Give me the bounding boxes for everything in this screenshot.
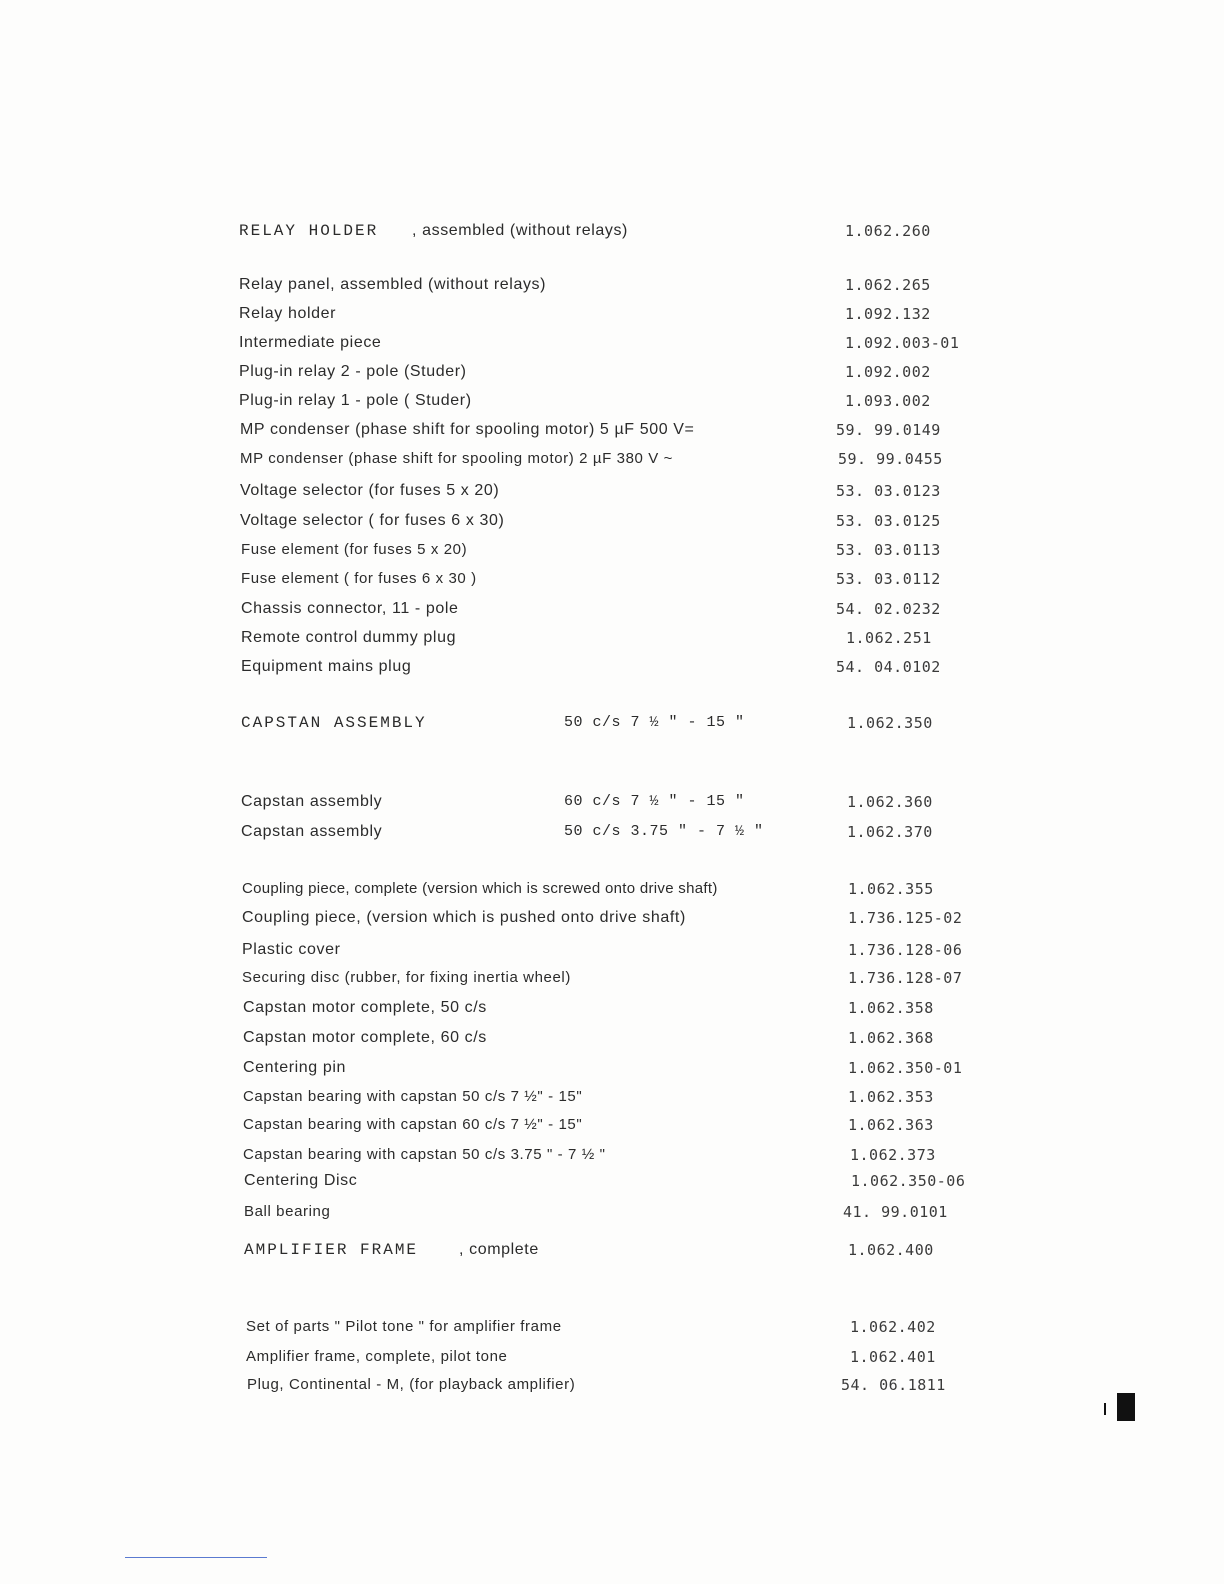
section-subtitle: , complete	[459, 1241, 539, 1258]
part-number: 1.062.360	[847, 793, 933, 811]
part-number: 1.736.128-07	[848, 969, 963, 987]
part-number: 1.092.003-01	[845, 334, 960, 352]
list-item	[0, 392, 1224, 420]
list-item	[0, 1088, 1224, 1116]
part-number: 1.062.402	[850, 1318, 936, 1336]
scan-mark	[1117, 1393, 1135, 1421]
part-number: 54. 06.1811	[841, 1376, 946, 1394]
part-number: 41. 99.0101	[843, 1203, 948, 1221]
list-item	[0, 793, 1224, 821]
part-number: 1.062.373	[850, 1146, 936, 1164]
list-item	[0, 1318, 1224, 1346]
list-item	[0, 629, 1224, 657]
part-number: 1.062.363	[848, 1116, 934, 1134]
part-number: 53. 03.0113	[836, 541, 941, 559]
part-number: 1.062.368	[848, 1029, 934, 1047]
list-item	[0, 512, 1224, 540]
list-item	[0, 334, 1224, 362]
part-description: Coupling piece, (version which is pushed onto drive shaft)	[242, 909, 686, 926]
part-number: 1.062.265	[845, 276, 931, 294]
part-number: 1.062.350-01	[848, 1059, 963, 1077]
list-item	[0, 421, 1224, 449]
part-description: Fuse element (for fuses 5 x 20)	[241, 541, 468, 558]
part-description: Plug-in relay 1 - pole ( Studer)	[239, 392, 472, 409]
scan-mark-tick	[1104, 1403, 1106, 1415]
part-description: Voltage selector (for fuses 5 x 20)	[240, 482, 500, 499]
part-description: Capstan motor complete, 60 c/s	[243, 1029, 487, 1046]
part-number: 1.092.002	[845, 363, 931, 381]
part-description: Plug-in relay 2 - pole (Studer)	[239, 363, 467, 380]
list-item	[0, 1172, 1224, 1200]
section-title: RELAY HOLDER	[239, 222, 379, 240]
section-title: AMPLIFIER FRAME	[244, 1241, 419, 1259]
list-item	[0, 1059, 1224, 1087]
list-item	[0, 909, 1224, 937]
section-heading-amplifier-frame	[0, 1241, 1224, 1269]
part-description: Remote control dummy plug	[241, 629, 457, 646]
section-heading-relay-holder	[0, 222, 1224, 250]
part-number: 1.062.358	[848, 999, 934, 1017]
section-subtitle: , assembled (without relays)	[412, 222, 628, 239]
part-description: Equipment mains plug	[241, 658, 412, 675]
part-description: Relay holder	[239, 305, 337, 322]
part-number: 1.736.125-02	[848, 909, 963, 927]
list-item	[0, 880, 1224, 908]
part-description: Centering Disc	[244, 1172, 358, 1189]
list-item	[0, 363, 1224, 391]
list-item	[0, 1116, 1224, 1144]
part-description: Plug, Continental - M, (for playback amplifier)	[247, 1376, 576, 1393]
part-description: Capstan bearing with capstan 50 c/s 7 ½" - 15"	[243, 1088, 583, 1105]
list-item	[0, 600, 1224, 628]
part-number: 1.062.401	[850, 1348, 936, 1366]
part-description: Amplifier frame, complete, pilot tone	[246, 1348, 508, 1365]
part-number: 1.062.353	[848, 1088, 934, 1106]
part-number: 1.062.251	[846, 629, 932, 647]
list-item	[0, 1348, 1224, 1376]
list-item	[0, 305, 1224, 333]
part-description: Chassis connector, 11 - pole	[241, 600, 459, 617]
part-number: 1.062.350-06	[851, 1172, 966, 1190]
part-description: Securing disc (rubber, for fixing inertia wheel)	[242, 969, 571, 986]
part-description: Capstan motor complete, 50 c/s	[243, 999, 487, 1016]
part-number: 53. 03.0123	[836, 482, 941, 500]
part-number: 54. 04.0102	[836, 658, 941, 676]
part-spec: 50 c/s 3.75 " - 7 ½ "	[564, 823, 764, 840]
section-part-number: 1.062.350	[847, 714, 933, 732]
part-number: 1.062.370	[847, 823, 933, 841]
part-description: Capstan bearing with capstan 60 c/s 7 ½" - 15"	[243, 1116, 583, 1133]
part-number: 53. 03.0112	[836, 570, 941, 588]
part-number: 1.062.355	[848, 880, 934, 898]
section-heading-capstan-assembly	[0, 714, 1224, 742]
part-number: 1.093.002	[845, 392, 931, 410]
list-item	[0, 450, 1224, 478]
part-description: Capstan assembly	[241, 823, 383, 840]
list-item	[0, 1376, 1224, 1404]
section-spec: 50 c/s 7 ½ " - 15 "	[564, 714, 745, 731]
part-number: 1.736.128-06	[848, 941, 963, 959]
part-spec: 60 c/s 7 ½ " - 15 "	[564, 793, 745, 810]
part-description: Coupling piece, complete (version which is screwed onto drive shaft)	[242, 880, 718, 897]
list-item	[0, 570, 1224, 598]
part-number: 54. 02.0232	[836, 600, 941, 618]
part-description: MP condenser (phase shift for spooling motor) 2 µF 380 V ~	[240, 450, 673, 467]
list-item	[0, 1029, 1224, 1057]
list-item	[0, 276, 1224, 304]
list-item	[0, 999, 1224, 1027]
part-description: Voltage selector ( for fuses 6 x 30)	[240, 512, 505, 529]
section-part-number: 1.062.400	[848, 1241, 934, 1259]
part-description: Set of parts " Pilot tone " for amplifier frame	[246, 1318, 562, 1335]
section-title: CAPSTAN ASSEMBLY	[241, 714, 427, 732]
list-item	[0, 1203, 1224, 1231]
list-item	[0, 541, 1224, 569]
part-description: Relay panel, assembled (without relays)	[239, 276, 547, 293]
part-description: Ball bearing	[244, 1203, 331, 1220]
part-description: Fuse element ( for fuses 6 x 30 )	[241, 570, 477, 587]
part-number: 59. 99.0149	[836, 421, 941, 439]
footer-rule	[125, 1557, 267, 1558]
part-number: 59. 99.0455	[838, 450, 943, 468]
list-item	[0, 482, 1224, 510]
list-item	[0, 941, 1224, 969]
part-description: Capstan assembly	[241, 793, 383, 810]
list-item	[0, 969, 1224, 997]
part-description: Plastic cover	[242, 941, 341, 958]
part-number: 53. 03.0125	[836, 512, 941, 530]
part-description: Capstan bearing with capstan 50 c/s 3.75 " - 7 ½ "	[243, 1146, 606, 1163]
list-item	[0, 823, 1224, 851]
section-part-number: 1.062.260	[845, 222, 931, 240]
list-item	[0, 1146, 1224, 1174]
list-item	[0, 658, 1224, 686]
part-description: Intermediate piece	[239, 334, 382, 351]
part-number: 1.092.132	[845, 305, 931, 323]
part-description: Centering pin	[243, 1059, 346, 1076]
part-description: MP condenser (phase shift for spooling motor) 5 µF 500 V=	[240, 421, 695, 438]
